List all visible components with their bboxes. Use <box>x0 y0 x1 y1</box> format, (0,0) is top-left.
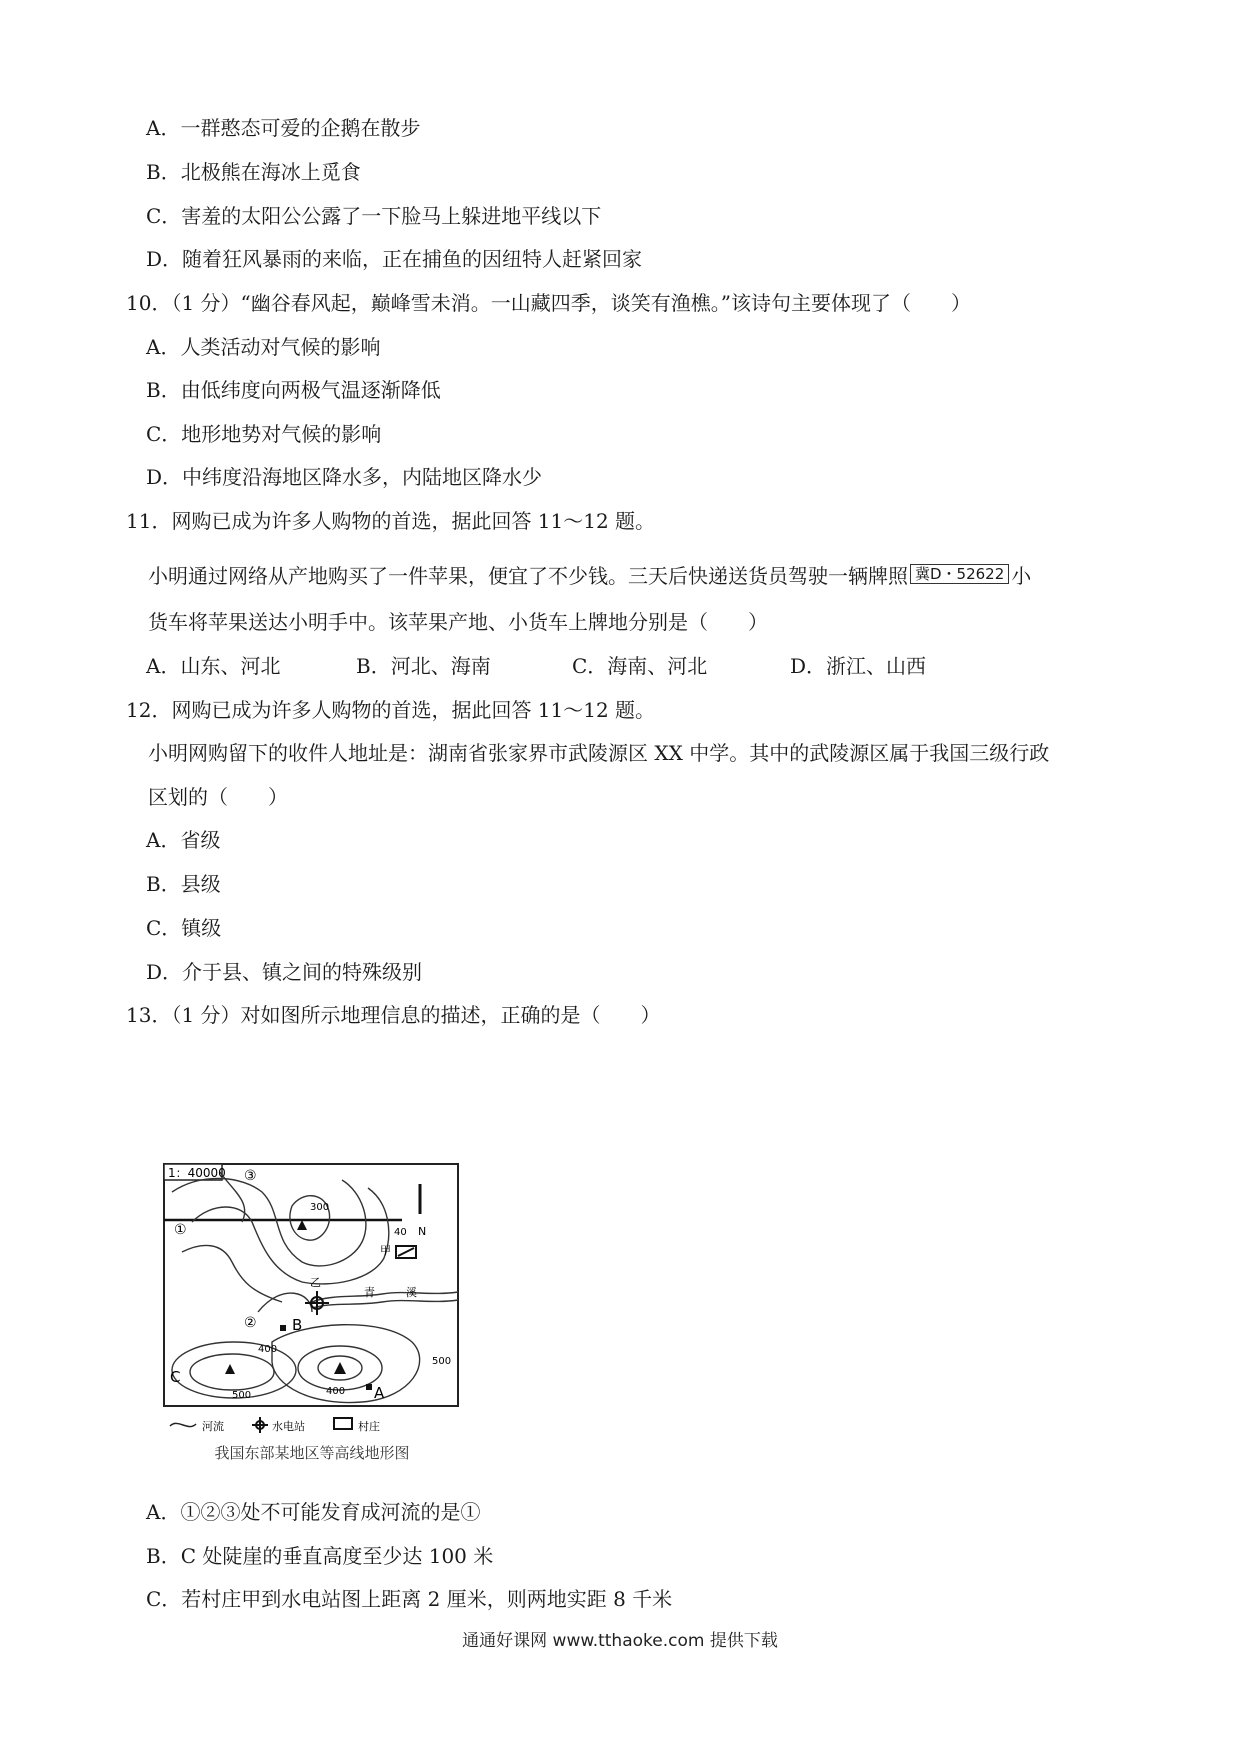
map-label-xi: 溪 <box>406 1286 417 1299</box>
map-caption: 我国东部某地区等高线地形图 <box>214 1444 410 1462</box>
map-north-label: N <box>418 1225 427 1238</box>
map-label-circle2: ② <box>244 1315 257 1331</box>
river-legend-icon <box>170 1423 196 1426</box>
point-marker-icon <box>280 1325 286 1331</box>
q10-option-c: C．地形地势对气候的影响 <box>146 422 382 446</box>
q13-option-c: C．若村庄甲到水电站图上距离 2 厘米，则两地实距 8 千米 <box>146 1587 673 1611</box>
map-label-500b: 500 <box>432 1356 452 1367</box>
q11-body-tail: 小 <box>1011 564 1032 588</box>
point-marker-icon <box>366 1384 372 1390</box>
q11-stem: 11．网购已成为许多人购物的首选，据此回答 11～12 题。 <box>126 509 656 533</box>
q12-body-line1: 小明网购留下的收件人地址是：湖南省张家界市武陵源区 XX 中学。其中的武陵源区属于我国三级行政 <box>148 741 1050 765</box>
q10-option-d: D．中纬度沿海地区降水多，内陆地区降水少 <box>146 465 543 489</box>
q11-body-line1 <box>148 562 1031 590</box>
hydropower-station-icon <box>305 1291 329 1315</box>
legend-river: 河流 <box>202 1420 224 1433</box>
q11-option-d: D．浙江、山西 <box>790 654 927 678</box>
legend-village: 村庄 <box>358 1420 380 1433</box>
peak-triangle-icon <box>297 1220 307 1230</box>
q9-option-d: D．随着狂风暴雨的来临，正在捕鱼的因纽特人赶紧回家 <box>146 247 643 271</box>
q11-option-a: A．山东、河北 <box>146 654 281 678</box>
q12-option-a: A．省级 <box>146 828 221 852</box>
station-legend-icon <box>252 1417 268 1433</box>
q12-option-c: C．镇级 <box>146 916 222 940</box>
map-label-500a: 500 <box>232 1390 252 1401</box>
map-label-jia: 甲 <box>380 1244 391 1257</box>
q10-option-b: B．由低纬度向两极气温逐渐降低 <box>146 378 441 402</box>
q11-body-text: 小明通过网络从产地购买了一件苹果，便宜了不少钱。三天后快递送货员驾驶一辆牌照 <box>148 564 908 588</box>
q12-body-line2: 区划的（ ） <box>148 785 288 809</box>
map-label-c: C <box>170 1368 181 1386</box>
contour-map-figure <box>162 1162 460 1462</box>
map-label-300: 300 <box>310 1202 330 1213</box>
map-label-a: A <box>374 1384 385 1402</box>
q12-option-d: D．介于县、镇之间的特殊级别 <box>146 960 423 984</box>
map-lat-label: 40 <box>394 1227 407 1238</box>
q10-option-a: A．人类活动对气候的影响 <box>146 335 381 359</box>
page-footer: 通通好课网 www.tthaoke.com 提供下载 <box>462 1631 778 1651</box>
q12-stem: 12．网购已成为许多人购物的首选，据此回答 11～12 题。 <box>126 698 656 722</box>
map-label-circle3: ③ <box>244 1168 257 1184</box>
q9-option-b: B．北极熊在海冰上觅食 <box>146 160 361 184</box>
peak-triangle-icon <box>225 1364 235 1374</box>
q9-option-a: A．一群憨态可爱的企鹅在散步 <box>146 116 421 140</box>
q13-stem: 13．（1 分）对如图所示地理信息的描述，正确的是（ ） <box>126 1003 661 1027</box>
q10-stem: 10．（1 分）“幽谷春风起，巅峰雪未消。一山藏四季，谈笑有渔樵。”该诗句主要体现了（ ） <box>126 291 971 315</box>
legend-station: 水电站 <box>272 1420 305 1433</box>
map-label-circle1: ① <box>174 1222 187 1238</box>
village-legend-icon <box>334 1418 352 1429</box>
q12-option-b: B．县级 <box>146 872 221 896</box>
q11-option-c: C．海南、河北 <box>572 654 708 678</box>
q11-option-b: B．河北、海南 <box>356 654 491 678</box>
peak-triangle-icon <box>334 1362 346 1374</box>
map-label-400b: 400 <box>326 1386 346 1397</box>
map-label-yi: 乙 <box>310 1276 321 1289</box>
map-label-qing: 青 <box>364 1286 375 1299</box>
license-plate-image: 冀D・52622 <box>910 564 1009 584</box>
contour-map <box>162 1162 460 1442</box>
map-label-b: B <box>292 1316 303 1334</box>
q11-body-line2: 货车将苹果送达小明手中。该苹果产地、小货车上牌地分别是（ ） <box>148 610 768 634</box>
q13-option-b: B．C 处陡崖的垂直高度至少达 100 米 <box>146 1544 494 1568</box>
q9-option-c: C．害羞的太阳公公露了一下脸马上躲进地平线以下 <box>146 204 602 228</box>
q13-option-a: A．①②③处不可能发育成河流的是① <box>146 1500 481 1524</box>
map-label-400a: 400 <box>258 1344 278 1355</box>
map-scale: 1：40000 <box>168 1166 226 1180</box>
